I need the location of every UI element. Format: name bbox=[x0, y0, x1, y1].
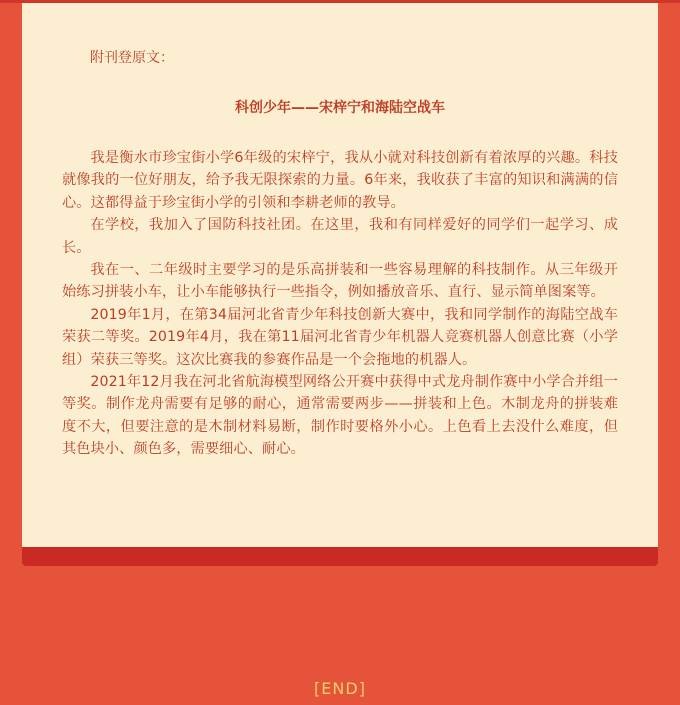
article-paragraph: 我在一、二年级时主要学习的是乐高拼装和一些容易理解的科技制作。从三年级开始练习拼装小车，让小车能够执行一些指令，例如播放音乐、直行、显示简单图案等。 bbox=[62, 262, 618, 301]
article-intro: 附刊登原文： bbox=[90, 50, 174, 66]
article-card bbox=[22, 3, 658, 547]
end-marker: [END] bbox=[314, 679, 366, 698]
card-shadow-band bbox=[22, 545, 658, 566]
article-paragraph: 2021年12月我在河北省航海模型网络公开赛中获得中式龙舟制作赛中小学合并组一等奖。制作龙舟需要有足够的耐心，通常需要两步——拼装和上色。木制龙舟的拼装难度不大，但要注意的是木制材料易断，制作时要格外小心。上色看上去没什么难度，但其色块小、颜色多，需要细心、耐心。 bbox=[62, 374, 618, 458]
article-paragraph: 2019年1月，在第34届河北省青少年科技创新大赛中，我和同学制作的海陆空战车荣获二等奖。2019年4月，我在第11届河北省青少年机器人竞赛机器人创意比赛（小学组）荣获三等奖。这次比赛我的参赛作品是一个会拖地的机器人。 bbox=[62, 306, 618, 368]
article-title: 科创少年——宋梓宁和海陆空战车 bbox=[235, 100, 445, 116]
article-paragraph: 我是衡水市珍宝街小学6年级的宋梓宁，我从小就对科技创新有着浓厚的兴趣。科技就像我的一位好朋友，给予我无限探索的力量。6年来，我收获了丰富的知识和满满的信心。这都得益于珍宝街小学的引领和李耕老师的教导。 bbox=[62, 150, 618, 211]
article-paragraph: 在学校，我加入了国防科技社团。在这里，我和有同样爱好的同学们一起学习、成长。 bbox=[62, 217, 618, 256]
